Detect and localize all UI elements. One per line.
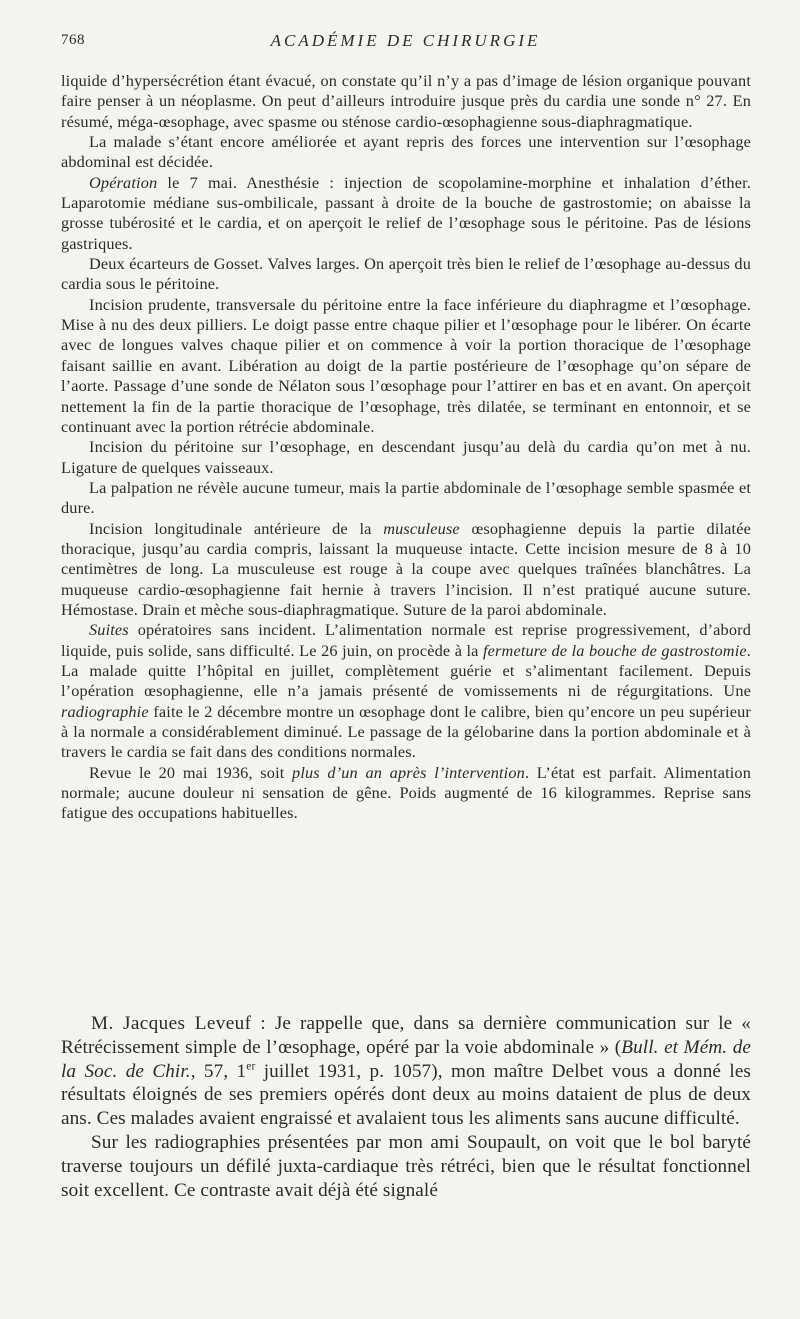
journal-reference: Bull. et Mém. de la Soc. de Chir. bbox=[61, 1036, 752, 1082]
emphasis: musculeuse bbox=[383, 518, 460, 538]
paragraph: Sur les radiographies présentées par mon ami Soupault, on voit que le bol baryté traverse toujours un défilé juxta-cardiaque très rétréci, bien que le résultat fonctionnel soit excellent. Ce contraste avait déjà été signalé bbox=[61, 1131, 751, 1201]
paragraph: Revue le 20 mai 1936, soit plus d’un an après l’intervention. L’état est parfait. Alimentation normale; aucune douleur ni sensation de gêne. Poids augmenté de 16 kilogrammes. Reprise sans fatigue des occupations habituelles. bbox=[61, 762, 752, 823]
paragraph: liquide d’hypersécrétion étant évacué, on constate qu’il n’y a pas d’image de lésion organique pouvant faire penser à un néoplasme. On peut d’ailleurs introduire jusque près du cardia une sonde n° 27. En résumé, méga-œsophage, avec spasme ou sténose cardio-œsophagienne sous-diaphragmatique. bbox=[61, 71, 751, 131]
page-number: 768 bbox=[61, 32, 85, 48]
operation-label: Opération bbox=[89, 172, 158, 192]
paragraph: Deux écarteurs de Gosset. Valves larges. On aperçoit très bien le relief de l’œsophage au-dessus du cardia sous le péritoine. bbox=[61, 254, 751, 294]
page-header bbox=[61, 28, 750, 56]
discussion-text bbox=[61, 1012, 751, 1202]
observation-text bbox=[61, 71, 751, 824]
paragraph: Opération le 7 mai. Anesthésie : injection de scopolamine-morphine et inhalation d’éther. Laparotomie médiane sus-ombilicale, passant à droite de la bouche de gastrostomie; on abaisse la grosse tubérosité et le cardia, et on aperçoit le relief de l’œsophage sous le péritoine. Pas de lésions gastriques. bbox=[61, 172, 751, 253]
suites-label: Suites bbox=[89, 620, 129, 640]
paragraph: La malade s’étant encore améliorée et ayant repris des forces une intervention sur l’œsophage abdominal est décidée. bbox=[61, 132, 751, 172]
speaker-name: M. Jacques Leveuf bbox=[91, 1013, 252, 1034]
paragraph: Incision longitudinale antérieure de la musculeuse œsophagienne depuis la partie dilatée thoracique, jusqu’au cardia compris, laissant la muqueuse intacte. Cette incision mesure de 8 à 10 centimètres de long. La musculeuse est rouge à la coupe avec quelques traînées blanchâtres. La muqueuse cardio-œsophagienne fait hernie à travers l’incision. Il n’est pratiqué aucune suture. Hémostase. Drain et mèche sous-diaphragmatique. Suture de la paroi abdominale. bbox=[61, 518, 751, 619]
paragraph: Incision prudente, transversale du péritoine entre la face inférieure du diaphragme et l’œsophage. Mise à nu des deux pilliers. Le doigt passe entre chaque pilier et l’œsophage pour le libérer. On écarte avec de longues valves chaque pilier et on commence à voir la portion thoracique de l’œsophage faisant saillie en avant. Libération au doigt de la partie postérieure de l’œsophage qu’on sépare de l’aorte. Passage d’une sonde de Nélaton sous l’œsophage pour l’attirer en bas et en avant. On aperçoit nettement la fin de la partie thoracique de l’œsophage, très dilatée, se terminant en entonnoir, et se continuant avec la portion rétrécie abdominale. bbox=[61, 294, 751, 436]
emphasis: radiographie bbox=[61, 701, 149, 721]
emphasis: fermeture de la bouche de gastrostomie bbox=[483, 640, 747, 660]
paragraph: La palpation ne révèle aucune tumeur, mais la partie abdominale de l’œsophage semble spasmée et dure. bbox=[61, 477, 751, 518]
paragraph: M. Jacques Leveuf : Je rappelle que, dans sa dernière communication sur le « Rétrécissement simple de l’œsophage, opéré par la voie abdominale » (Bull. et Mém. de la Soc. de Chir., 57, 1er juillet 1931, p. 1057), mon maître Delbet vous a donné les résultats éloignés de ses premiers opérés dont deux au moins dataient de plus de deux ans. Ces malades avaient engraissé et avalaient tous les aliments sans aucune difficulté. bbox=[61, 1013, 752, 1130]
paragraph: Incision du péritoine sur l’œsophage, en descendant jusqu’au delà du cardia qu’on met à nu. Ligature de quelques vaisseaux. bbox=[61, 437, 751, 477]
paragraph: Suites opératoires sans incident. L’alimentation normale est reprise progressivement, d’abord liquide, puis solide, sans difficulté. Le 26 juin, on procède à la fermeture de la bouche de gastrostomie. La malade quitte l’hôpital en juillet, complètement guérie et s’alimentant facilement. Depuis l’opération œsophagienne, elle n’a jamais présenté de vomissements ni de régurgitations. Une radiographie faite le 2 décembre montre un œsophage dont le calibre, bien qu’encore un peu supérieur à la normale a considérablement diminué. Le passage de la gélobarine dans la portion abdominale et à travers le cardia se fait dans des conditions normales. bbox=[61, 620, 751, 762]
emphasis: plus d’un an après l’intervention bbox=[292, 762, 525, 782]
running-title: ACADÉMIE DE CHIRURGIE bbox=[270, 31, 541, 50]
